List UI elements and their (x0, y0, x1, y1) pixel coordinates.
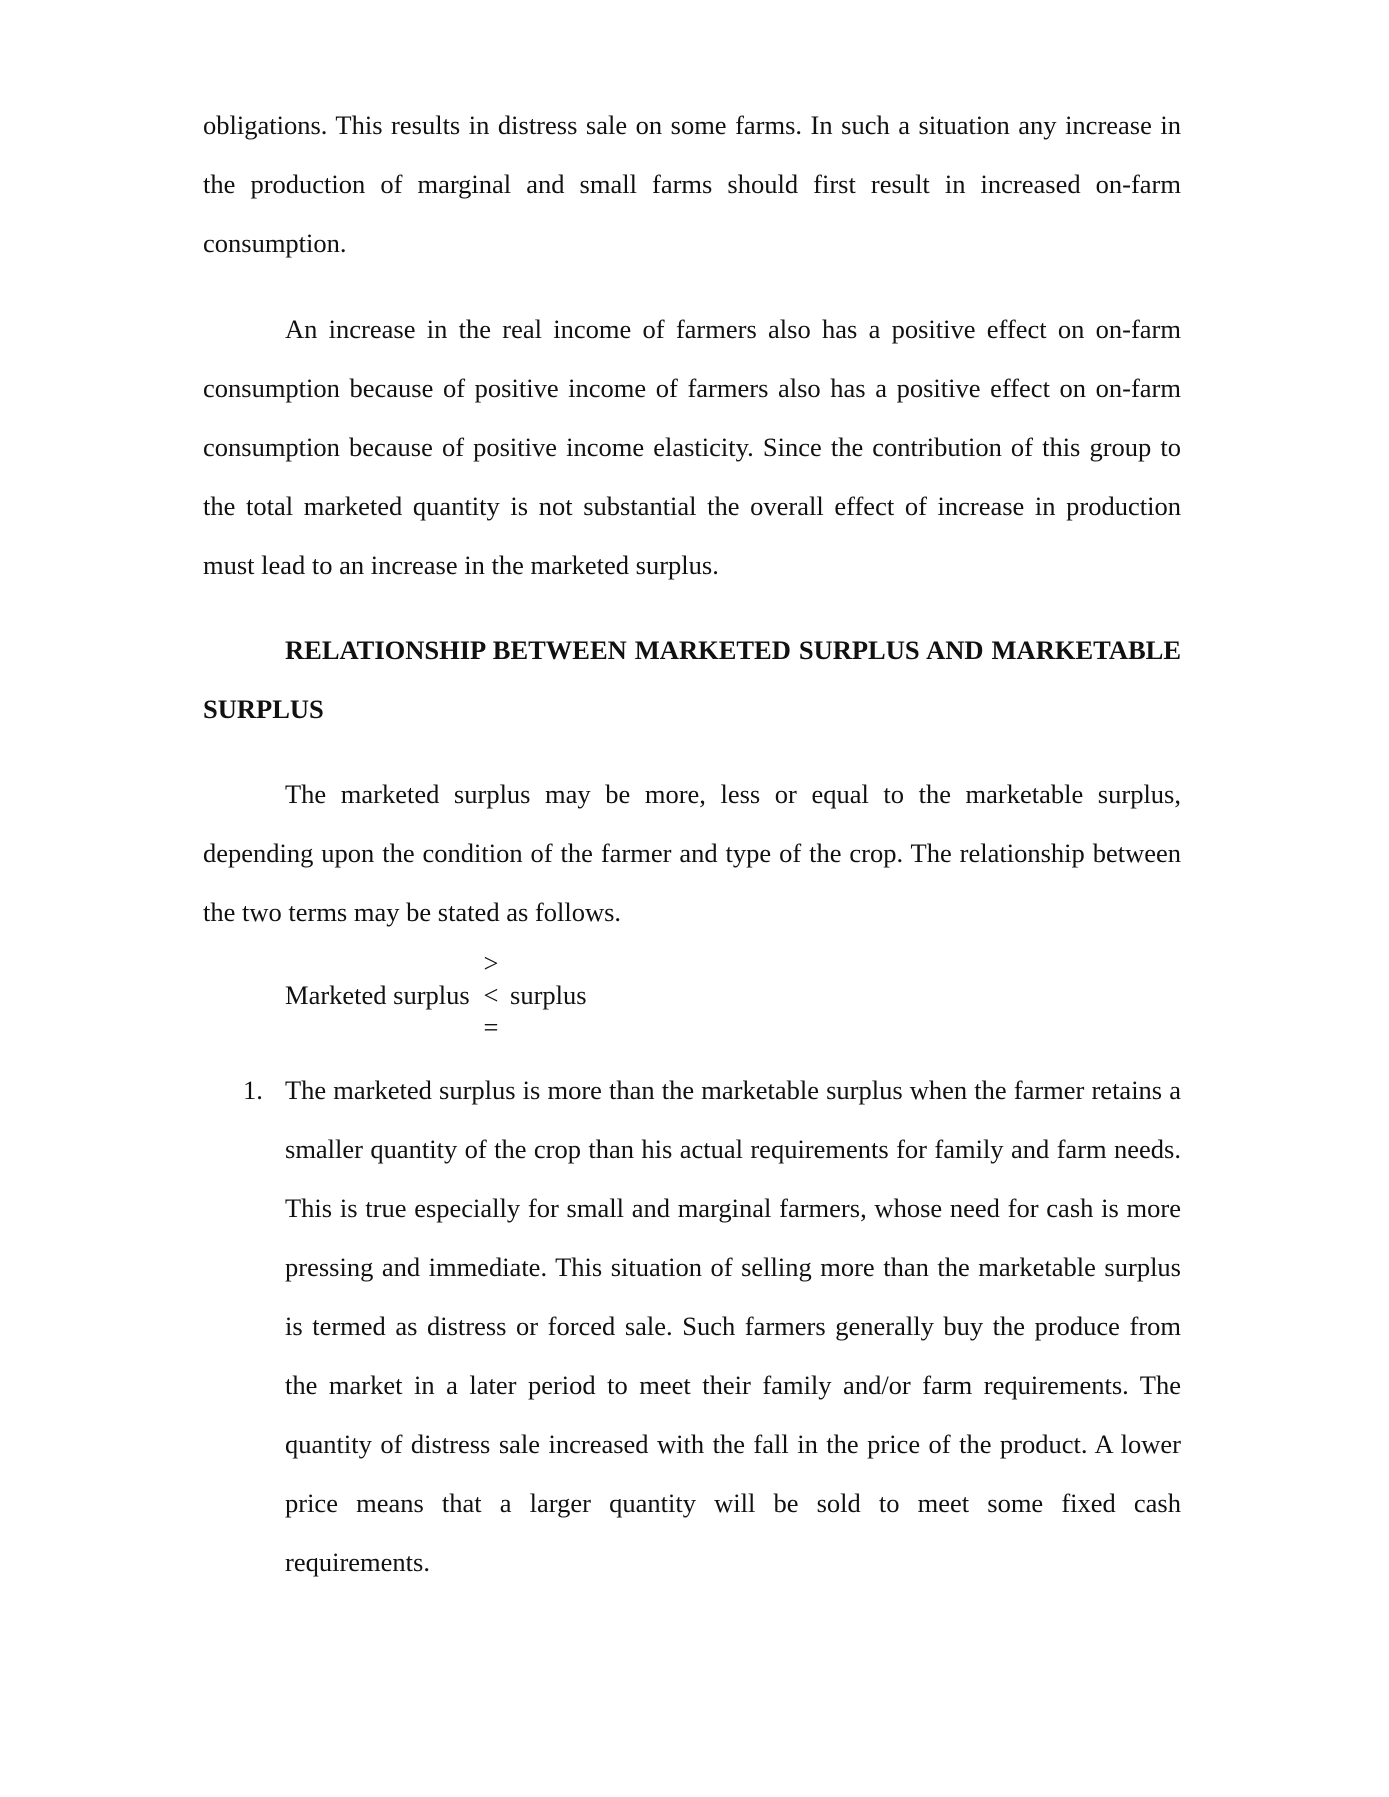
paragraph-obligations: obligations. This results in distress sale on some farms. In such a situation any increase in the production of marginal and small farms should first result in increased on-farm consumption. (203, 110, 1181, 258)
formula-rhs: surplus (510, 980, 587, 1010)
relationship-formula (285, 948, 785, 1048)
paragraph-relationship: The marketed surplus may be more, less or equal to the marketable surplus, depending upon the condition of the farmer and type of the crop. The relationship between the two terms may be stated as follows. (203, 779, 1181, 927)
formula-less-symbol: < (483, 980, 499, 1010)
section-heading: RELATIONSHIP BETWEEN MARKETED SURPLUS AND MARKETABLE SURPLUS (203, 635, 1181, 724)
list-item-number: 1. (243, 1075, 263, 1105)
formula-greater-symbol: > (483, 948, 499, 978)
formula-equal-symbol: = (483, 1012, 499, 1042)
list-item-text: The marketed surplus is more than the marketable surplus when the farmer retains a smaller quantity of the crop than his actual requirements for family and farm needs. This is true especially for small and marginal farmers, whose need for cash is more pressing and immediate. This situation of selling more than the marketable surplus is termed as distress or forced sale. Such farmers generally buy the produce from the market in a later period to meet their family and/or farm requirements. The quantity of distress sale increased with the fall in the price of the product. A lower price means that a larger quantity will be sold to meet some fixed cash requirements. (285, 1075, 1181, 1577)
paragraph-real-income: An increase in the real income of farmers also has a positive effect on on-farm consumption because of positive income of farmers also has a positive effect on on-farm consumption because of positive income elasticity. Since the contribution of this group to the total marketed quantity is not substantial the overall effect of increase in production must lead to an increase in the marketed surplus. (203, 314, 1181, 580)
formula-lhs: Marketed surplus (285, 980, 470, 1010)
